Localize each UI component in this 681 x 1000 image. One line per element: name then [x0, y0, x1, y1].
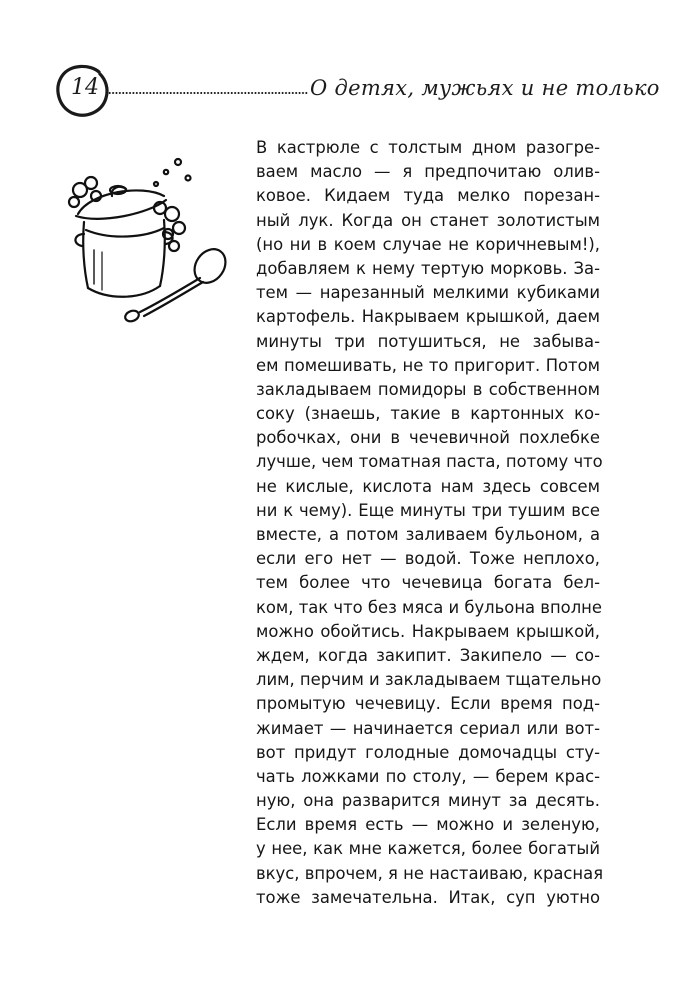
text-line: картофель. Накрываем крышкой, даем	[256, 307, 600, 327]
text-line: не кислые, кислота нам здесь совсем	[256, 476, 600, 496]
text-line: ваем масло — я предпочитаю олив-	[256, 162, 600, 182]
cooking-pot-icon	[60, 150, 240, 330]
text-line: ковое. Кидаем туда мелко порезан-	[256, 186, 600, 206]
text-line: лучше, чем томатная паста, потому что	[256, 452, 603, 472]
text-line: вот придут голодные домочадцы сту-	[256, 742, 600, 762]
page-number: 14	[71, 75, 99, 100]
text-line: вкус, впрочем, я не настаиваю, красная	[256, 863, 604, 883]
text-line: ни к чему). Еще минуты три тушим все	[256, 500, 600, 520]
text-line: В кастрюле с толстым дном разогре-	[256, 138, 600, 157]
text-line: робочках, они в чечевичной похлебке	[256, 428, 600, 448]
text-line: тем более что чечевица богата бел-	[256, 573, 600, 593]
text-line: у нее, как мне кажется, более богатый	[256, 839, 600, 859]
text-line: лим, перчим и закладываем тщательно	[256, 670, 602, 690]
running-title: О детях, мужьях и не только	[310, 76, 660, 100]
text-line: минуты три потушиться, не забыва-	[256, 331, 600, 351]
text-line: ждем, когда закипит. Закипело — со-	[256, 645, 600, 665]
body-text	[256, 136, 604, 910]
page-header	[0, 0, 681, 130]
text-line: соку (знаешь, такие в картонных ко-	[256, 404, 600, 424]
text-line: тоже замечательна. Итак, суп уютно	[256, 887, 600, 907]
text-line: можно обойтись. Накрываем крышкой,	[256, 621, 600, 641]
text-line: вместе, а потом заливаем бульоном, а	[256, 525, 600, 544]
text-line: ный лук. Когда он станет золотистым	[256, 210, 600, 230]
text-line: (но ни в коем случае не коричневым!),	[256, 234, 600, 254]
text-line: если его нет — водой. Тоже неплохо,	[256, 549, 600, 569]
text-line: ком, так что без мяса и бульона вполне	[256, 597, 602, 617]
text-line: ную, она разварится минут за десять.	[256, 791, 600, 811]
text-line: добавляем к нему тертую морковь. За-	[256, 258, 600, 278]
text-line: промытую чечевицу. Если время под-	[256, 694, 600, 714]
text-line: чать ложками по столу, — берем крас-	[256, 766, 600, 786]
text-line: ем помешивать, не то пригорит. Потом	[256, 355, 600, 375]
dotted-leader	[108, 92, 308, 94]
text-line: Если время есть — можно и зеленую,	[256, 815, 600, 835]
text-line: жимает — начинается сериал или вот-	[256, 718, 600, 738]
text-line: тем — нарезанный мелкими кубиками	[256, 283, 600, 303]
text-line: закладываем помидоры в собственном	[256, 379, 600, 399]
